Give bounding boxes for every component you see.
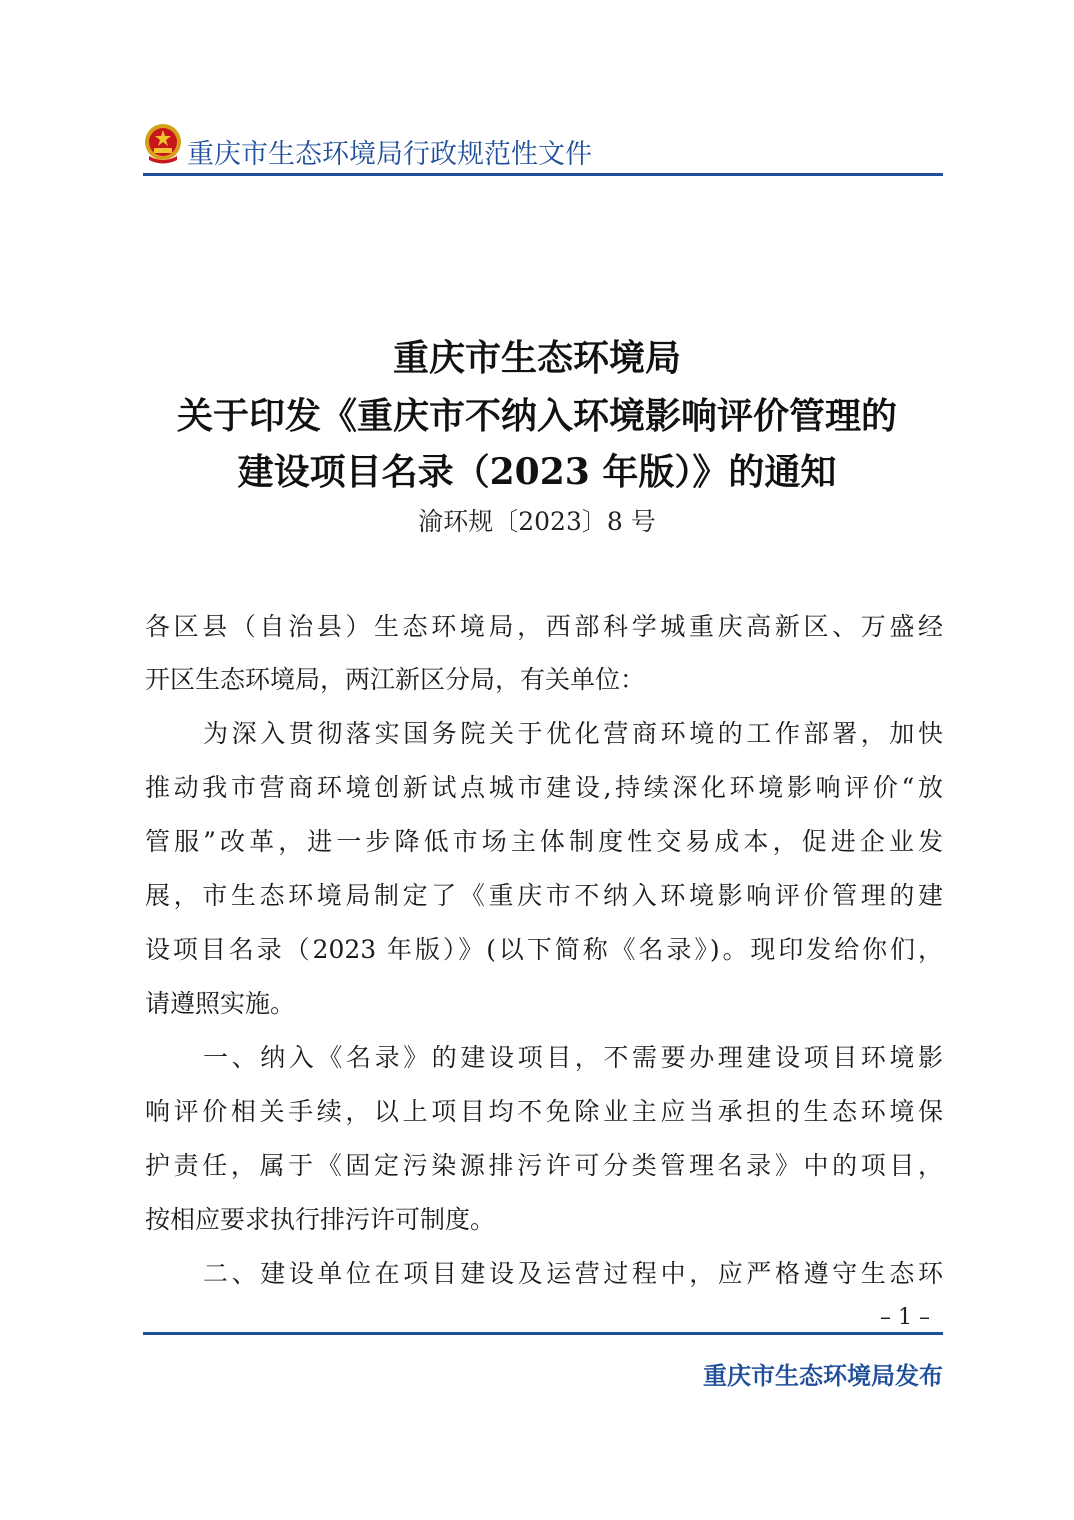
header-divider (143, 173, 943, 176)
body-line: 展，市生态环境局制定了《重庆市不纳入环境影响评价管理的建 (145, 881, 943, 910)
body-line: 各区县（自治县）生态环境局，西部科学城重庆高新区、万盛经 (145, 612, 943, 641)
document-header (143, 118, 943, 180)
body-line: 开区生态环境局，两江新区分局，有关单位： (145, 665, 646, 694)
national-emblem-icon (143, 122, 183, 164)
page-number: – 1 – (880, 1305, 930, 1330)
body-line: 一、纳入《名录》的建设项目，不需要办理建设项目环境影 (203, 1043, 943, 1072)
body-line: 二、建设单位在项目建设及运营过程中，应严格遵守生态环 (203, 1259, 943, 1288)
body-line: 管服”改革，进一步降低市场主体制度性交易成本，促进企业发 (145, 827, 943, 856)
footer-divider (143, 1332, 943, 1335)
body-line: 响评价相关手续，以上项目均不免除业主应当承担的生态环境保 (145, 1097, 943, 1126)
header-title: 重庆市生态环境局行政规范性文件 (187, 139, 592, 170)
document-title-line-3: 建设项目名录（2023 年版）》的通知 (237, 451, 837, 493)
body-line: 请遵照实施。 (145, 989, 296, 1018)
body-line: 护责任，属于《固定污染源排污许可分类管理名录》中的项目， (145, 1151, 943, 1180)
document-number: 渝环规〔2023〕8 号 (418, 507, 656, 536)
document-title-line-1: 重庆市生态环境局 (392, 337, 681, 379)
body-line: 为深入贯彻落实国务院关于优化营商环境的工作部署，加快 (203, 719, 943, 748)
body-line: 推动我市营商环境创新试点城市建设,持续深化环境影响评价“放 (145, 773, 943, 802)
footer-publisher: 重庆市生态环境局发布 (703, 1362, 943, 1390)
body-line: 按相应要求执行排污许可制度。 (145, 1205, 496, 1234)
body-line: 设项目名录（2023 年版）》(以下简称《名录》)。现印发给你们， (145, 935, 943, 964)
document-title-line-2: 关于印发《重庆市不纳入环境影响评价管理的 (176, 395, 897, 437)
